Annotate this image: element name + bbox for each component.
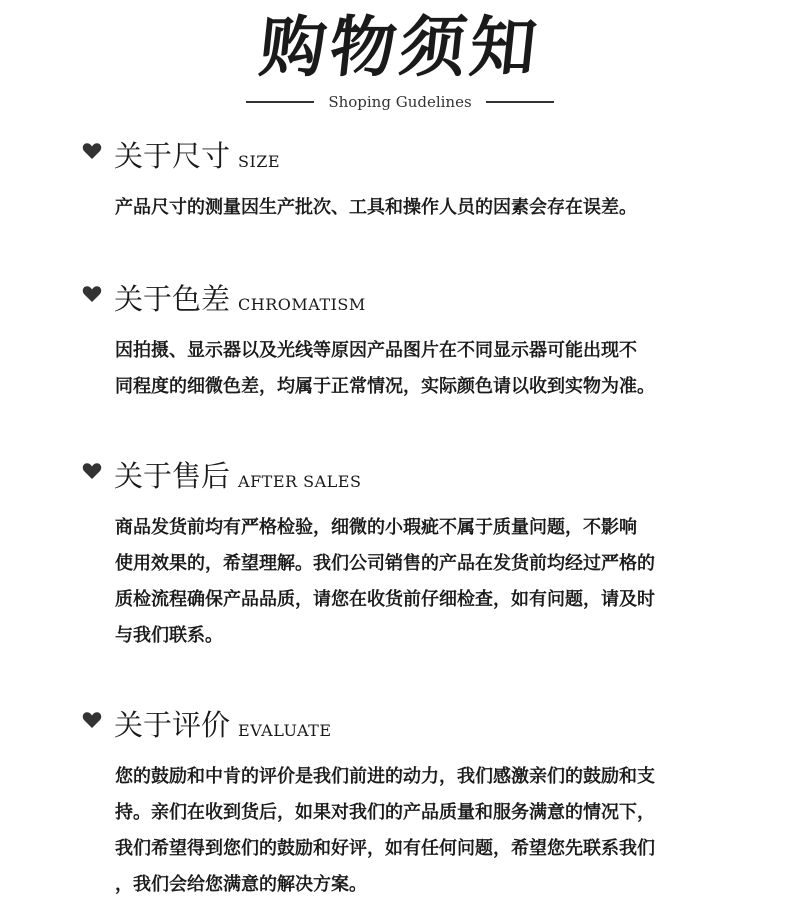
paragraph-line: 与我们联系。 <box>115 625 223 646</box>
section-subtitle-en: SIZE <box>238 151 281 171</box>
paragraph-line: 使用效果的，希望理解。我们公司销售的产品在发货前均经过严格的 <box>115 553 655 574</box>
section-title: 关于色差 <box>114 282 231 316</box>
section-subtitle-en: CHROMATISM <box>238 294 366 314</box>
section-body <box>115 190 735 226</box>
section-heading <box>82 705 332 745</box>
paragraph-line: ，我们会给您满意的解决方案。 <box>115 874 367 895</box>
section-heading <box>82 136 280 176</box>
paragraph-line: 因拍摄、显示器以及光线等原因产品图片在不同显示器可能出现不 <box>115 340 637 361</box>
section-subtitle-en: EVALUATE <box>238 720 332 740</box>
section-subtitle-en: AFTER SALES <box>238 471 362 491</box>
section-heading <box>82 456 361 496</box>
page-subtitle: Shoping Gudelines <box>328 93 472 111</box>
paragraph-line: 您的鼓励和中肯的评价是我们前进的动力，我们感激亲们的鼓励和支 <box>115 766 655 787</box>
paragraph-line: 我们希望得到您们的鼓励和好评，如有任何问题，希望您先联系我们 <box>115 838 655 859</box>
heart-icon <box>82 462 102 480</box>
section-body <box>115 759 735 903</box>
section-title: 关于售后 <box>114 459 231 493</box>
section-body <box>115 333 735 405</box>
section-body <box>115 510 735 654</box>
subtitle-left-rule <box>246 101 314 103</box>
heart-icon <box>82 142 102 160</box>
page-header <box>0 0 800 120</box>
subtitle-right-rule <box>486 101 554 103</box>
section-title: 关于尺寸 <box>114 139 231 173</box>
subtitle-row <box>0 92 800 112</box>
heart-icon <box>82 285 102 303</box>
paragraph-line: 质检流程确保产品品质，请您在收货前仔细检查，如有问题，请及时 <box>115 589 655 610</box>
paragraph-line: 持。亲们在收到货后，如果对我们的产品质量和服务满意的情况下， <box>115 802 655 823</box>
section-title: 关于评价 <box>114 708 231 742</box>
paragraph-line: 同程度的细微色差，均属于正常情况，实际颜色请以收到实物为准。 <box>115 376 655 397</box>
page-title: 购物须知 <box>256 9 545 86</box>
section-heading <box>82 279 366 319</box>
paragraph-line: 商品发货前均有严格检验，细微的小瑕疵不属于质量问题，不影响 <box>115 517 637 538</box>
paragraph-line: 产品尺寸的测量因生产批次、工具和操作人员的因素会存在误差。 <box>115 197 637 218</box>
heart-icon <box>82 711 102 729</box>
